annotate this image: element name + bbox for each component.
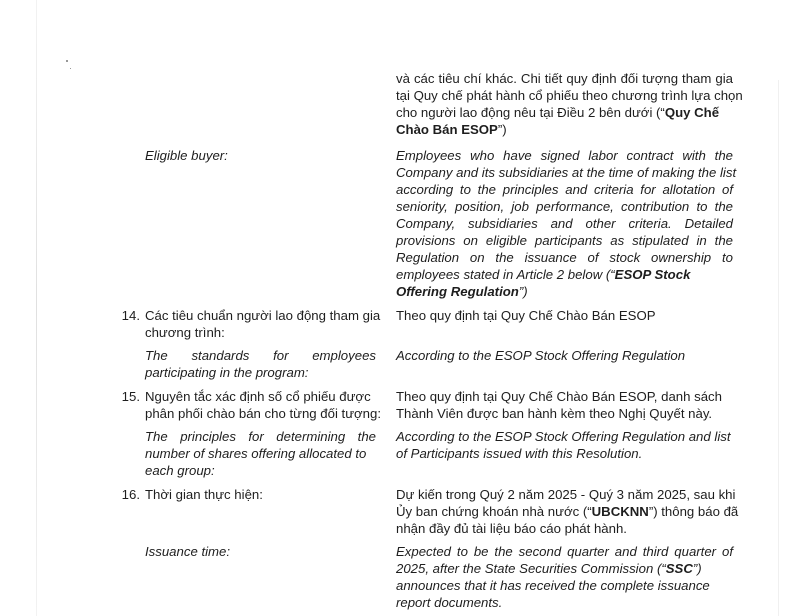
item-16-value-vi: Ủy ban chứng khoán nhà nước (“UBCKNN”) thông báo đã	[396, 504, 739, 519]
item-14-number: 14.	[121, 308, 140, 323]
top-text-line: tại Quy chế phát hành cổ phiếu theo chương trình lựa chọn	[396, 88, 743, 103]
item-14-value-en: According to the ESOP Stock Offering Regulation	[396, 348, 686, 363]
scan-edge-right	[778, 80, 779, 616]
item-16-value-en: report documents.	[396, 595, 503, 610]
top-text-line: và các tiêu chí khác. Chi tiết quy định đối tượng tham gia	[396, 71, 733, 86]
top-text-line: cho người lao động nêu tại Điều 2 bên dưới (“Quy Chế	[396, 105, 720, 120]
item-16-value-vi: nhận đầy đủ tài liệu báo cáo phát hành.	[396, 521, 627, 536]
eligible-buyer-line: Company, subsidiaries and other criteria. Detailed	[396, 216, 733, 231]
eligible-buyer-label: Eligible buyer:	[145, 148, 228, 163]
item-14-value-vi: Theo quy định tại Quy Chế Chào Bán ESOP	[396, 308, 656, 323]
item-15-value-en: According to the ESOP Stock Offering Regulation and list	[396, 429, 731, 444]
item-16-value-en: 2025, after the State Securities Commission (“SSC”)	[396, 561, 702, 576]
scan-speck	[70, 68, 71, 69]
item-14-label-en: The standards for employees	[145, 348, 376, 363]
item-15-value-vi: Thành Viên được ban hành kèm theo Nghị Quyết này.	[396, 406, 713, 421]
item-15-label-en: each group:	[145, 463, 215, 478]
item-16-value-vi: Dự kiến trong Quý 2 năm 2025 - Quý 3 năm 2025, sau khi	[396, 487, 736, 502]
item-15-label-vi: phân phối chào bán cho từng đối tượng:	[145, 406, 382, 421]
item-14-label-vi: chương trình:	[145, 325, 225, 340]
eligible-buyer-line: provisions on eligible participants as stipulated in the	[396, 233, 733, 248]
item-16-value-en: Expected to be the second quarter and third quarter of	[396, 544, 733, 559]
item-16-label-vi: Thời gian thực hiện:	[145, 487, 263, 502]
eligible-buyer-line: Employees who have signed labor contract with the	[396, 148, 733, 163]
item-15-label-en: The principles for determining the	[145, 429, 376, 444]
eligible-buyer-line: employees stated in Article 2 below (“ESOP Stock	[396, 267, 691, 282]
scan-edge-left	[36, 0, 37, 616]
item-15-number: 15.	[121, 389, 140, 404]
item-15-value-en: of Participants issued with this Resolution.	[396, 446, 643, 461]
item-15-value-vi: Theo quy định tại Quy Chế Chào Bán ESOP, danh sách	[396, 389, 722, 404]
eligible-buyer-line: seniority, position, job performance, contribution to the	[396, 199, 733, 214]
item-14-label-en: participating in the program:	[145, 365, 309, 380]
item-16-number: 16.	[121, 487, 140, 502]
item-15-label-vi: Nguyên tắc xác định số cổ phiếu được	[145, 389, 371, 404]
item-15-label-en: number of shares offering allocated to	[145, 446, 367, 461]
item-16-label-en: Issuance time:	[145, 544, 231, 559]
eligible-buyer-line: according to the principles and criteria for allotation of	[396, 182, 733, 197]
scan-speck	[66, 60, 68, 62]
eligible-buyer-line: Offering Regulation”)	[396, 284, 528, 299]
item-16-value-en: announces that it has received the complete issuance	[396, 578, 710, 593]
item-14-label-vi: Các tiêu chuẩn người lao động tham gia	[145, 308, 381, 323]
top-text-line: Chào Bán ESOP”)	[396, 122, 507, 137]
eligible-buyer-line: Company and its subsidiaries at the time of making the list	[396, 165, 737, 180]
eligible-buyer-line: Regulation on the issuance of stock ownership to	[396, 250, 733, 265]
